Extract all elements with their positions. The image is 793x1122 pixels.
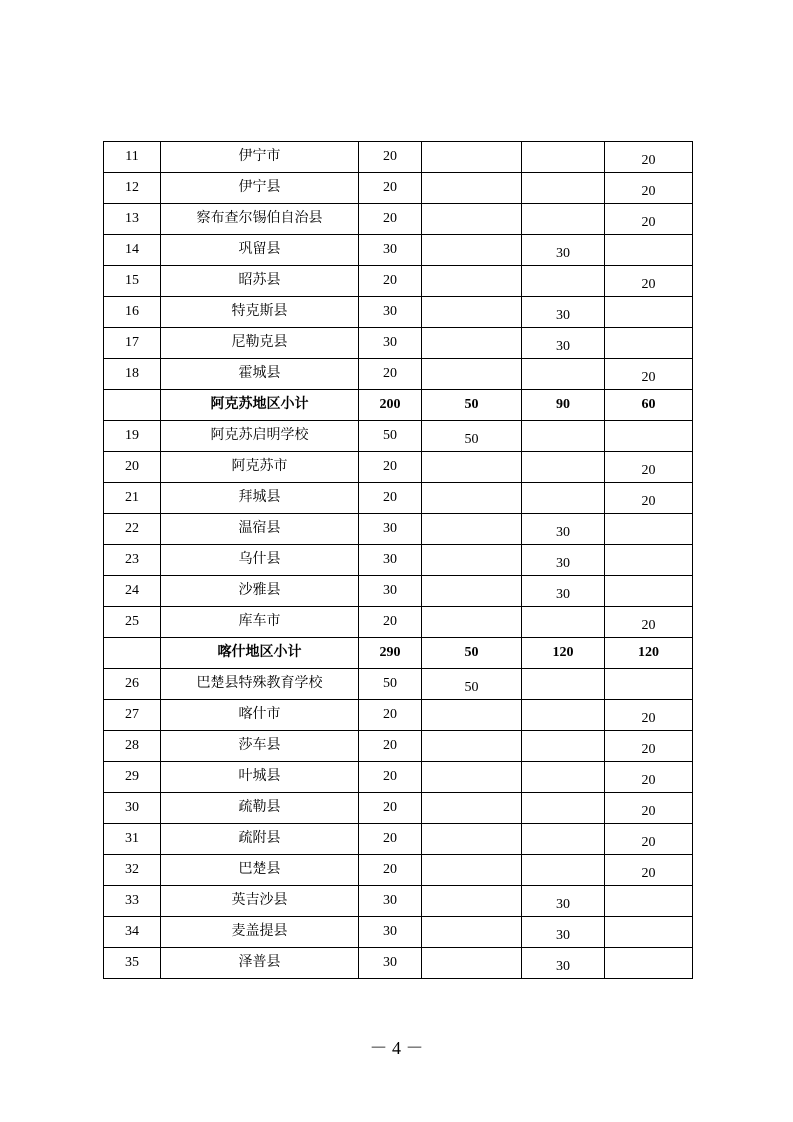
total-value-cell: 20: [359, 855, 422, 886]
category-1-value-cell: [422, 545, 522, 576]
total-value-cell: 20: [359, 700, 422, 731]
row-number-cell: 28: [104, 731, 161, 762]
table-body: [104, 142, 693, 979]
school-name-cell: 莎车县: [161, 731, 359, 762]
table-row: [104, 266, 693, 297]
table-row: [104, 204, 693, 235]
row-number-cell: 11: [104, 142, 161, 173]
row-number-cell: 26: [104, 669, 161, 700]
category-3-value-cell: 120: [605, 638, 693, 669]
row-number-cell: 18: [104, 359, 161, 390]
category-3-value-cell: 20: [605, 359, 693, 390]
table-row: [104, 917, 693, 948]
category-1-value-cell: [422, 917, 522, 948]
category-1-value-cell: [422, 793, 522, 824]
row-number-cell: 19: [104, 421, 161, 452]
school-name-cell: 泽普县: [161, 948, 359, 979]
category-3-value-cell: [605, 669, 693, 700]
school-name-cell: 巴楚县特殊教育学校: [161, 669, 359, 700]
category-2-value-cell: 30: [522, 886, 605, 917]
category-1-value-cell: [422, 607, 522, 638]
category-3-value-cell: 20: [605, 762, 693, 793]
table-row: [104, 576, 693, 607]
category-3-value-cell: 20: [605, 793, 693, 824]
school-name-cell: 喀什地区小计: [161, 638, 359, 669]
school-name-cell: 疏附县: [161, 824, 359, 855]
school-name-cell: 特克斯县: [161, 297, 359, 328]
school-name-cell: 昭苏县: [161, 266, 359, 297]
category-1-value-cell: [422, 204, 522, 235]
school-name-cell: 英吉沙县: [161, 886, 359, 917]
total-value-cell: 20: [359, 359, 422, 390]
category-1-value-cell: [422, 700, 522, 731]
table-row: [104, 235, 693, 266]
row-number-cell: 17: [104, 328, 161, 359]
category-1-value-cell: 50: [422, 669, 522, 700]
total-value-cell: 20: [359, 731, 422, 762]
category-2-value-cell: 30: [522, 328, 605, 359]
category-3-value-cell: [605, 297, 693, 328]
total-value-cell: 20: [359, 142, 422, 173]
table-row: [104, 824, 693, 855]
category-1-value-cell: [422, 142, 522, 173]
total-value-cell: 30: [359, 917, 422, 948]
row-number-cell: 14: [104, 235, 161, 266]
category-1-value-cell: 50: [422, 638, 522, 669]
row-number-cell: 30: [104, 793, 161, 824]
category-3-value-cell: 20: [605, 173, 693, 204]
total-value-cell: 20: [359, 266, 422, 297]
school-name-cell: 尼勒克县: [161, 328, 359, 359]
category-3-value-cell: 20: [605, 266, 693, 297]
category-1-value-cell: [422, 855, 522, 886]
row-number-cell: 34: [104, 917, 161, 948]
table-row: [104, 452, 693, 483]
category-3-value-cell: 60: [605, 390, 693, 421]
category-1-value-cell: [422, 514, 522, 545]
school-name-cell: 阿克苏地区小计: [161, 390, 359, 421]
table-row: [104, 328, 693, 359]
school-name-cell: 喀什市: [161, 700, 359, 731]
total-value-cell: 30: [359, 297, 422, 328]
category-1-value-cell: [422, 762, 522, 793]
category-1-value-cell: [422, 297, 522, 328]
total-value-cell: 20: [359, 173, 422, 204]
school-name-cell: 库车市: [161, 607, 359, 638]
category-2-value-cell: 30: [522, 235, 605, 266]
category-1-value-cell: [422, 173, 522, 204]
category-3-value-cell: [605, 545, 693, 576]
category-3-value-cell: 20: [605, 700, 693, 731]
category-1-value-cell: [422, 483, 522, 514]
table-row: [104, 514, 693, 545]
table-row: [104, 855, 693, 886]
total-value-cell: 30: [359, 576, 422, 607]
school-name-cell: 巩留县: [161, 235, 359, 266]
row-number-cell: 24: [104, 576, 161, 607]
table-row: [104, 762, 693, 793]
school-name-cell: 乌什县: [161, 545, 359, 576]
row-number-cell: [104, 638, 161, 669]
category-2-value-cell: [522, 855, 605, 886]
category-3-value-cell: 20: [605, 452, 693, 483]
school-name-cell: 阿克苏市: [161, 452, 359, 483]
category-3-value-cell: 20: [605, 731, 693, 762]
row-number-cell: 35: [104, 948, 161, 979]
school-name-cell: 阿克苏启明学校: [161, 421, 359, 452]
table-row: [104, 359, 693, 390]
category-1-value-cell: [422, 235, 522, 266]
total-value-cell: 50: [359, 669, 422, 700]
category-2-value-cell: [522, 700, 605, 731]
table-row: [104, 421, 693, 452]
category-1-value-cell: [422, 824, 522, 855]
subtotal-row: [104, 390, 693, 421]
category-2-value-cell: [522, 266, 605, 297]
total-value-cell: 30: [359, 886, 422, 917]
category-3-value-cell: [605, 917, 693, 948]
category-2-value-cell: [522, 669, 605, 700]
row-number-cell: 33: [104, 886, 161, 917]
category-1-value-cell: [422, 452, 522, 483]
row-number-cell: 29: [104, 762, 161, 793]
category-1-value-cell: 50: [422, 421, 522, 452]
total-value-cell: 20: [359, 483, 422, 514]
category-1-value-cell: [422, 328, 522, 359]
category-2-value-cell: [522, 142, 605, 173]
school-name-cell: 疏勒县: [161, 793, 359, 824]
category-2-value-cell: [522, 793, 605, 824]
school-name-cell: 巴楚县: [161, 855, 359, 886]
school-name-cell: 温宿县: [161, 514, 359, 545]
row-number-cell: 22: [104, 514, 161, 545]
category-1-value-cell: [422, 731, 522, 762]
category-2-value-cell: [522, 607, 605, 638]
row-number-cell: 21: [104, 483, 161, 514]
total-value-cell: 30: [359, 545, 422, 576]
school-name-cell: 伊宁县: [161, 173, 359, 204]
category-3-value-cell: [605, 421, 693, 452]
row-number-cell: 31: [104, 824, 161, 855]
subtotal-row: [104, 638, 693, 669]
row-number-cell: 16: [104, 297, 161, 328]
category-2-value-cell: [522, 359, 605, 390]
category-3-value-cell: [605, 886, 693, 917]
category-3-value-cell: 20: [605, 142, 693, 173]
row-number-cell: 20: [104, 452, 161, 483]
category-2-value-cell: 30: [522, 545, 605, 576]
category-3-value-cell: [605, 514, 693, 545]
total-value-cell: 20: [359, 762, 422, 793]
total-value-cell: 20: [359, 204, 422, 235]
category-3-value-cell: [605, 576, 693, 607]
category-1-value-cell: [422, 266, 522, 297]
category-2-value-cell: [522, 204, 605, 235]
total-value-cell: 20: [359, 793, 422, 824]
category-2-value-cell: 30: [522, 917, 605, 948]
category-2-value-cell: 30: [522, 297, 605, 328]
category-2-value-cell: [522, 483, 605, 514]
category-2-value-cell: 30: [522, 576, 605, 607]
table-row: [104, 886, 693, 917]
row-number-cell: 13: [104, 204, 161, 235]
category-2-value-cell: 90: [522, 390, 605, 421]
total-value-cell: 200: [359, 390, 422, 421]
category-3-value-cell: 20: [605, 855, 693, 886]
school-name-cell: 霍城县: [161, 359, 359, 390]
table-row: [104, 669, 693, 700]
category-2-value-cell: [522, 731, 605, 762]
school-name-cell: 叶城县: [161, 762, 359, 793]
category-2-value-cell: [522, 421, 605, 452]
school-name-cell: 沙雅县: [161, 576, 359, 607]
category-2-value-cell: 30: [522, 948, 605, 979]
total-value-cell: 30: [359, 514, 422, 545]
category-1-value-cell: [422, 359, 522, 390]
row-number-cell: 27: [104, 700, 161, 731]
category-1-value-cell: [422, 576, 522, 607]
row-number-cell: 12: [104, 173, 161, 204]
category-1-value-cell: [422, 948, 522, 979]
table-row: [104, 545, 693, 576]
category-3-value-cell: [605, 328, 693, 359]
school-name-cell: 麦盖提县: [161, 917, 359, 948]
category-2-value-cell: [522, 173, 605, 204]
row-number-cell: 32: [104, 855, 161, 886]
table-row: [104, 731, 693, 762]
category-2-value-cell: [522, 452, 605, 483]
category-3-value-cell: [605, 235, 693, 266]
table-row: [104, 793, 693, 824]
table-row: [104, 173, 693, 204]
table-row: [104, 297, 693, 328]
table-row: [104, 948, 693, 979]
category-3-value-cell: 20: [605, 204, 693, 235]
allocation-table: [103, 141, 693, 979]
category-2-value-cell: [522, 824, 605, 855]
category-2-value-cell: [522, 762, 605, 793]
school-name-cell: 察布查尔锡伯自治县: [161, 204, 359, 235]
school-name-cell: 伊宁市: [161, 142, 359, 173]
category-2-value-cell: 30: [522, 514, 605, 545]
total-value-cell: 30: [359, 328, 422, 359]
table-row: [104, 142, 693, 173]
page-number: － 4 －: [369, 1038, 424, 1058]
category-3-value-cell: 20: [605, 824, 693, 855]
category-1-value-cell: [422, 886, 522, 917]
table-row: [104, 483, 693, 514]
total-value-cell: 30: [359, 235, 422, 266]
category-2-value-cell: 120: [522, 638, 605, 669]
total-value-cell: 290: [359, 638, 422, 669]
total-value-cell: 30: [359, 948, 422, 979]
total-value-cell: 20: [359, 824, 422, 855]
table-row: [104, 700, 693, 731]
total-value-cell: 20: [359, 607, 422, 638]
total-value-cell: 20: [359, 452, 422, 483]
row-number-cell: 15: [104, 266, 161, 297]
category-3-value-cell: [605, 948, 693, 979]
row-number-cell: [104, 390, 161, 421]
row-number-cell: 23: [104, 545, 161, 576]
category-1-value-cell: 50: [422, 390, 522, 421]
school-name-cell: 拜城县: [161, 483, 359, 514]
category-3-value-cell: 20: [605, 607, 693, 638]
category-3-value-cell: 20: [605, 483, 693, 514]
total-value-cell: 50: [359, 421, 422, 452]
row-number-cell: 25: [104, 607, 161, 638]
table-row: [104, 607, 693, 638]
